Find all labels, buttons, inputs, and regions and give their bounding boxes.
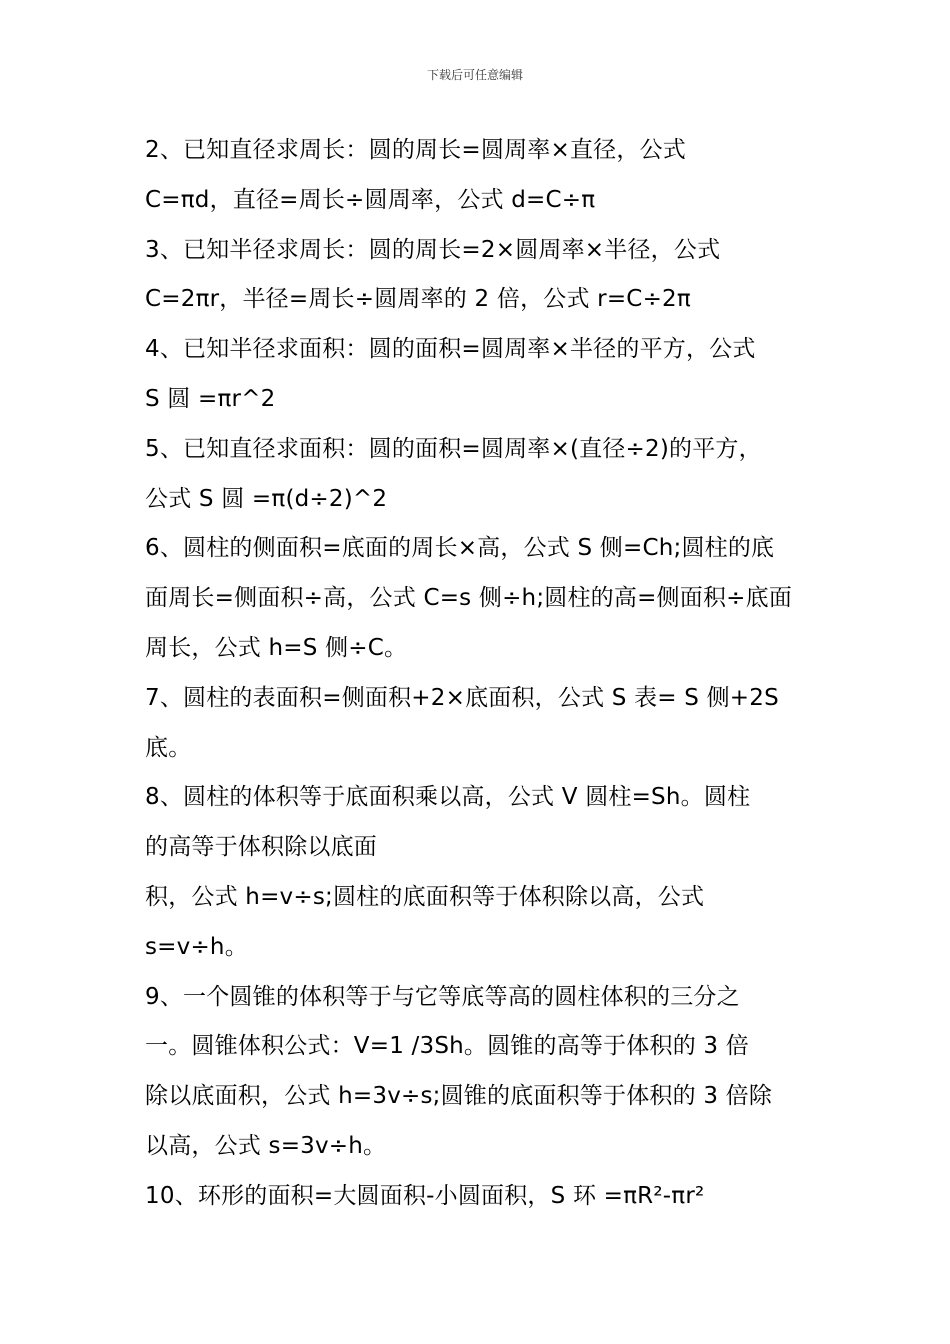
text-line: 周长，公式 h=S 侧÷C。 [145, 634, 408, 661]
text-line: 2、已知直径求周长：圆的周长=圆周率×直径，公式 [145, 137, 686, 163]
text-line: C=πd，直径=周长÷圆周率，公式 d=C÷π [145, 186, 596, 213]
text-line: 面周长=侧面积÷高，公式 C=s 侧÷h;圆柱的高=侧面积÷底面 [145, 585, 793, 612]
text-line: 公式 S 圆 =π(d÷2)^2 [145, 485, 388, 512]
text-line: 10、环形的面积=大圆面积-小圆面积，S 环 =πR²-πr² [145, 1182, 705, 1209]
text-line: C=2πr，半径=周长÷圆周率的 2 倍，公式 r=C÷2π [145, 286, 691, 313]
text-line: 8、圆柱的体积等于底面积乘以高，公式 V 圆柱=Sh。圆柱 [145, 784, 751, 811]
text-line: 7、圆柱的表面积=侧面积+2×底面积，公式 S 表= S 侧+2S [145, 684, 779, 711]
text-line: s=v÷h。 [145, 933, 248, 960]
text-line: 3、已知半径求周长：圆的周长=2×圆周率×半径，公式 [145, 236, 721, 263]
text-line: 一。圆锥体积公式：V=1 /3Sh。圆锥的高等于体积的 3 倍 [145, 1033, 749, 1060]
text-line: 底。 [145, 734, 192, 761]
text-line: 除以底面积，公式 h=3v÷s;圆锥的底面积等于体积的 3 倍除 [145, 1083, 773, 1110]
text-line: 6、圆柱的侧面积=底面的周长×高，公式 S 侧=Ch;圆柱的底 [145, 535, 775, 562]
page-header: 下载后可任意编辑 [426, 68, 523, 82]
text-line: 以高，公式 s=3v÷h。 [145, 1132, 387, 1159]
text-line: 5、已知直径求面积：圆的面积=圆周率×(直径÷2)的平方， [145, 435, 762, 462]
text-line: 4、已知半径求面积：圆的面积=圆周率×半径的平方，公式 [145, 336, 756, 363]
document-body [145, 126, 825, 1222]
text-line: 9、一个圆锥的体积等于与它等底等高的圆柱体积的三分之 [145, 983, 740, 1010]
text-line: S 圆 =πr^2 [145, 385, 276, 412]
text-line: 的高等于体积除以底面 [145, 834, 377, 861]
text-line: 积，公式 h=v÷s;圆柱的底面积等于体积除以高，公式 [145, 883, 705, 910]
